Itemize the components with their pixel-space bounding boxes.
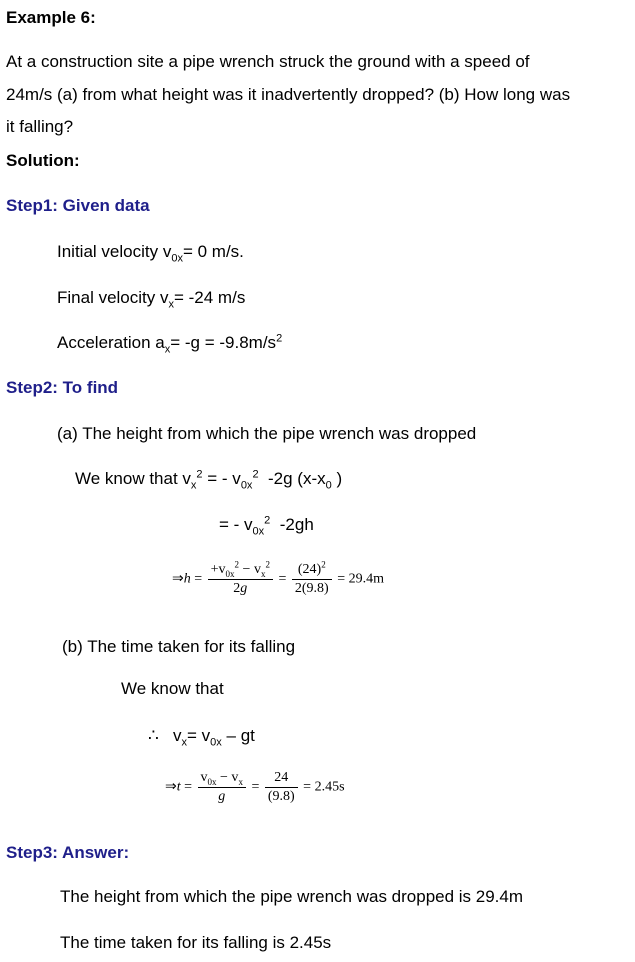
therefore-symbol: ∴ bbox=[148, 726, 159, 745]
answer-height: The height from which the pipe wrench was dropped is 29.4m bbox=[60, 887, 524, 906]
part-b: (b) The time taken for its falling bbox=[62, 637, 296, 656]
acceleration: Acceleration $a_x= -g = -9.8m/s^2$ bbox=[57, 332, 283, 356]
problem-line-3: it falling? bbox=[6, 117, 74, 136]
step3-heading: Step3: Answer: bbox=[6, 843, 130, 862]
kinematic-equation: We know that $v_x^2$ = - $v_{0x}^2$ -2g ($x-x_0$ ) bbox=[75, 468, 343, 492]
answer-time: The time taken for its falling is 2.45s bbox=[60, 933, 332, 952]
example-title: Example 6: bbox=[6, 8, 96, 27]
solution-label: Solution: bbox=[6, 151, 80, 170]
equation-simplified: = - $v_{0x}^2$ -2gh bbox=[219, 514, 314, 538]
step1-heading: Step1: Given data bbox=[6, 196, 150, 215]
problem-line-2: 24m/s (a) from what height was it inadvertently dropped? (b) How long was bbox=[6, 85, 571, 104]
part-a: (a) The height from which the pipe wrench was dropped bbox=[57, 424, 477, 443]
we-know-that-2: We know that bbox=[121, 679, 224, 698]
final-velocity: Final velocity $v_x= -24$ m/s bbox=[57, 288, 246, 311]
initial-velocity: Initial velocity $v_{0x}= 0$ m/s. bbox=[57, 242, 244, 265]
step2-heading: Step2: To find bbox=[6, 378, 119, 397]
velocity-equation: ∴ $v_x= v_{0x}$ – gt bbox=[148, 726, 255, 749]
height-formula: ⇒h = $\frac{+v_{0x}^2 - v_x^2}{2g}$ = $\frac{(24)^2}{2(9.8)}$ = 29.4m bbox=[172, 559, 384, 596]
problem-line-1: At a construction site a pipe wrench struck the ground with a speed of bbox=[6, 52, 530, 71]
time-formula: ⇒t = $\frac{v_{0x} - v_x}{g}$ = $\frac{24}{(9.8)}$ = 2.45s bbox=[165, 770, 345, 804]
